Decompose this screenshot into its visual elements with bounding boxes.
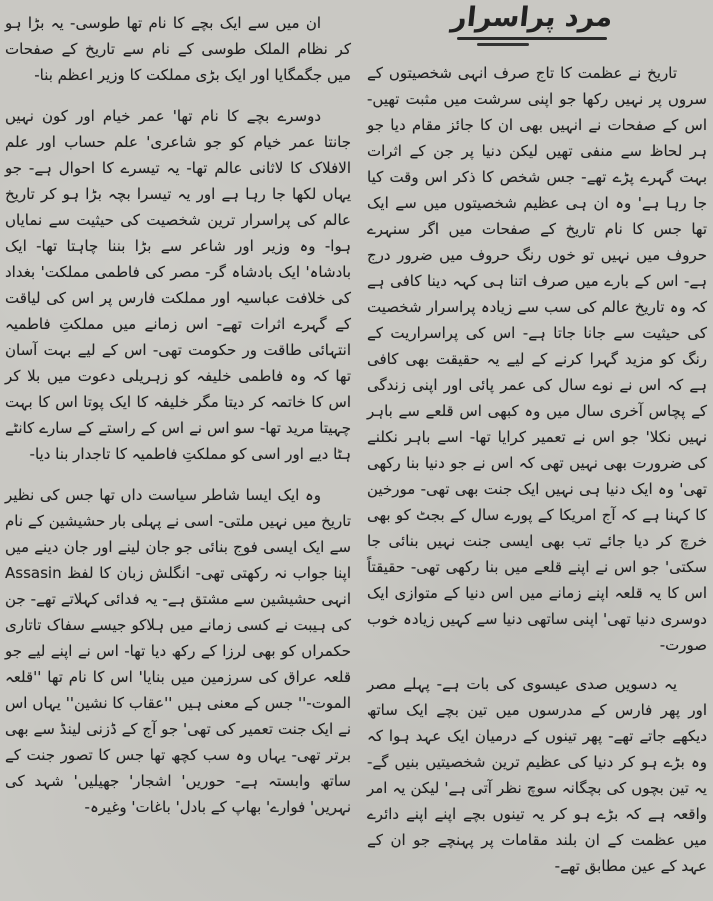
right-column	[367, 0, 707, 892]
article-header	[417, 2, 647, 46]
title-underline	[457, 37, 607, 40]
article-title: مرد پراسرار	[449, 2, 615, 33]
paragraph: ان میں سے ایک بچے کا نام تھا طوسی- یہ بڑا ہو کر نظام الملک طوسی کے نام سے تاریخ کے صفحات میں جگمگایا اور ایک بڑی مملکت کا وزیر اعظم بنا-	[5, 14, 351, 84]
left-column	[5, 0, 351, 835]
paragraph: تاریخ نے عظمت کا تاج صرف انہی شخصیتوں کے سروں پر نہیں رکھا جو اپنی سرشت میں مثبت تھیں- اس کے صفحات نے انہیں بھی ان کا جائز مقام دیا جو ہر لحاظ سے منفی تھیں لیکن دنیا پر جن کے اثرات بہت گہرے پڑے تھے- جس شخص کا ذکر اس وقت کیا جا رہا ہے' وہ ان ہی عظیم شخصیتوں میں سے ایک تھا جس کا نام تاریخ کے صفحات میں اگر سنہرے حروف میں نہیں تو خوں رنگ حروف میں ضرور درج ہے- اس کے بارے میں صرف اتنا ہی کہہ دینا کافی ہے کہ وہ تاریخ عالم کی سب سے زیادہ پراسرار شخصیت کی حیثیت سے جانا جاتا ہے- اس کی پراسراریت کے رنگ کو مزید گہرا کرنے کے لیے یہ حقیقت بھی کافی ہے کہ اس نے نوے سال کی عمر پائی اور اپنی زندگی کے پچاس آخری سال میں وہ کبھی اس قلعے سے باہر نہیں نکلا' جو اس نے تعمیر کرایا تھا- اسے باہر نکلنے کی ضرورت بھی نہیں تھی کہ اس نے جو دنیا بنا رکھی تھی' وہ ایک دنیا ہی نہیں ایک جنت بھی تھی- مورخین کا کہنا ہے کہ آج امریکا کے پورے سال کے بجٹ کو بھی خرچ کر دیا جائے تب بھی ایسی جنت نہیں بنائی جا سکتی' جو اس نے اپنے قلعے میں بنا رکھی تھی- حقیقتاً اس کا یہ قلعہ اپنے زمانے میں اس دنیا کے متوازی ایک دوسری دنیا تھی' اپنی ساتھی دنیا سے کہیں زیادہ خوب صورت-	[367, 64, 707, 654]
paragraph: دوسرے بچے کا نام تھا' عمر خیام اور کون نہیں جانتا عمر خیام کو جو شاعری' علم حساب اور علم الافلاک کا لاثانی عالم تھا- یہ تیسرے کا احوال ہے- جو یہاں لکھا جا رہا ہے اور یہ تیسرا بچہ بڑا ہو کر تاریخ عالم کی پراسرار ترین شخصیت کی حیثیت سے نمایاں ہوا- وہ وزیر اور شاعر سے بڑا بننا چاہتا تھا- ایک بادشاہ' ایک بادشاہ گر- مصر کی فاطمی مملکت' بغداد کی خلافت عباسیہ اور مملکت فارس پر اس کی لیاقت کے گہرے اثرات تھے- اس زمانے میں مملکتِ فاطمیہ انتہائی طاقت ور حکومت تھی- اس کے لیے بہت آسان تھا کہ وہ فاطمی خلیفہ کو زہریلی دعوت میں بلا کر اس کا خاتمہ کر دیتا مگر خلیفہ کا ایک پوتا اس کا بہت چہیتا مرید تھا- سو اس نے اس کے راستے کے سارے کانٹے ہٹا دیے اور اسی کو مملکتِ فاطمیہ کا تاجدار بنا دیا-	[5, 107, 351, 463]
title-underline-short	[477, 43, 529, 46]
paragraph: وہ ایک ایسا شاطر سیاست داں تھا جس کی نظیر تاریخ میں نہیں ملتی- اسی نے پہلی بار حشیشین کے نام سے ایک ایسی فوج بنائی جو جان لینے اور جان دینے میں اپنا جواب نہ رکھتی تھی- انگلش زبان کا لفظ Assasin انہی حشیشین سے مشتق ہے- یہ فدائی کہلاتے تھے- جن کی ہیبت نے کسی زمانے میں ہلاکو جیسے سفاک تاتاری حکمراں کو بھی لرزا کے رکھ دیا تھا- اس نے اپنے لیے جو قلعہ عراق کی سرزمین میں بنایا' اس کا نام تھا ''قلعہ الموت-'' جس کے معنی ہیں ''عقاب کا نشین'' یہاں اس نے ایک جنت تعمیر کی تھی' جو آج کے ڈزنی لینڈ سے بھی برتر تھی- یہاں وہ سب کچھ تھا جس کا تصور جنت کے ساتھ وابستہ ہے- حوریں' اشجار' جھیلیں' شہد کی نہریں' فوارے' بھاپ کے بادل' باغات' وغیرہ-	[5, 486, 351, 816]
paragraph: یہ دسویں صدی عیسوی کی بات ہے- پہلے مصر اور پھر فارس کے مدرسوں میں تین بچے ایک ساتھ دیکھے جاتے تھے- پھر تینوں کے درمیان ایک عہد ہوا کہ وہ بڑے ہو کر دنیا کی عظیم ترین شخصیتیں بنیں گے- یہ تین بچوں کی بچگانہ سوچ نظر آتی ہے' لیکن یہ امر واقعہ ہے کہ بڑے ہو کر یہ تینوں بچے اپنے اپنے دائرے میں عظمت کے ان بلند مقامات پر پہنچے جو ان کے عہد کے عین مطابق تھے-	[367, 675, 707, 875]
